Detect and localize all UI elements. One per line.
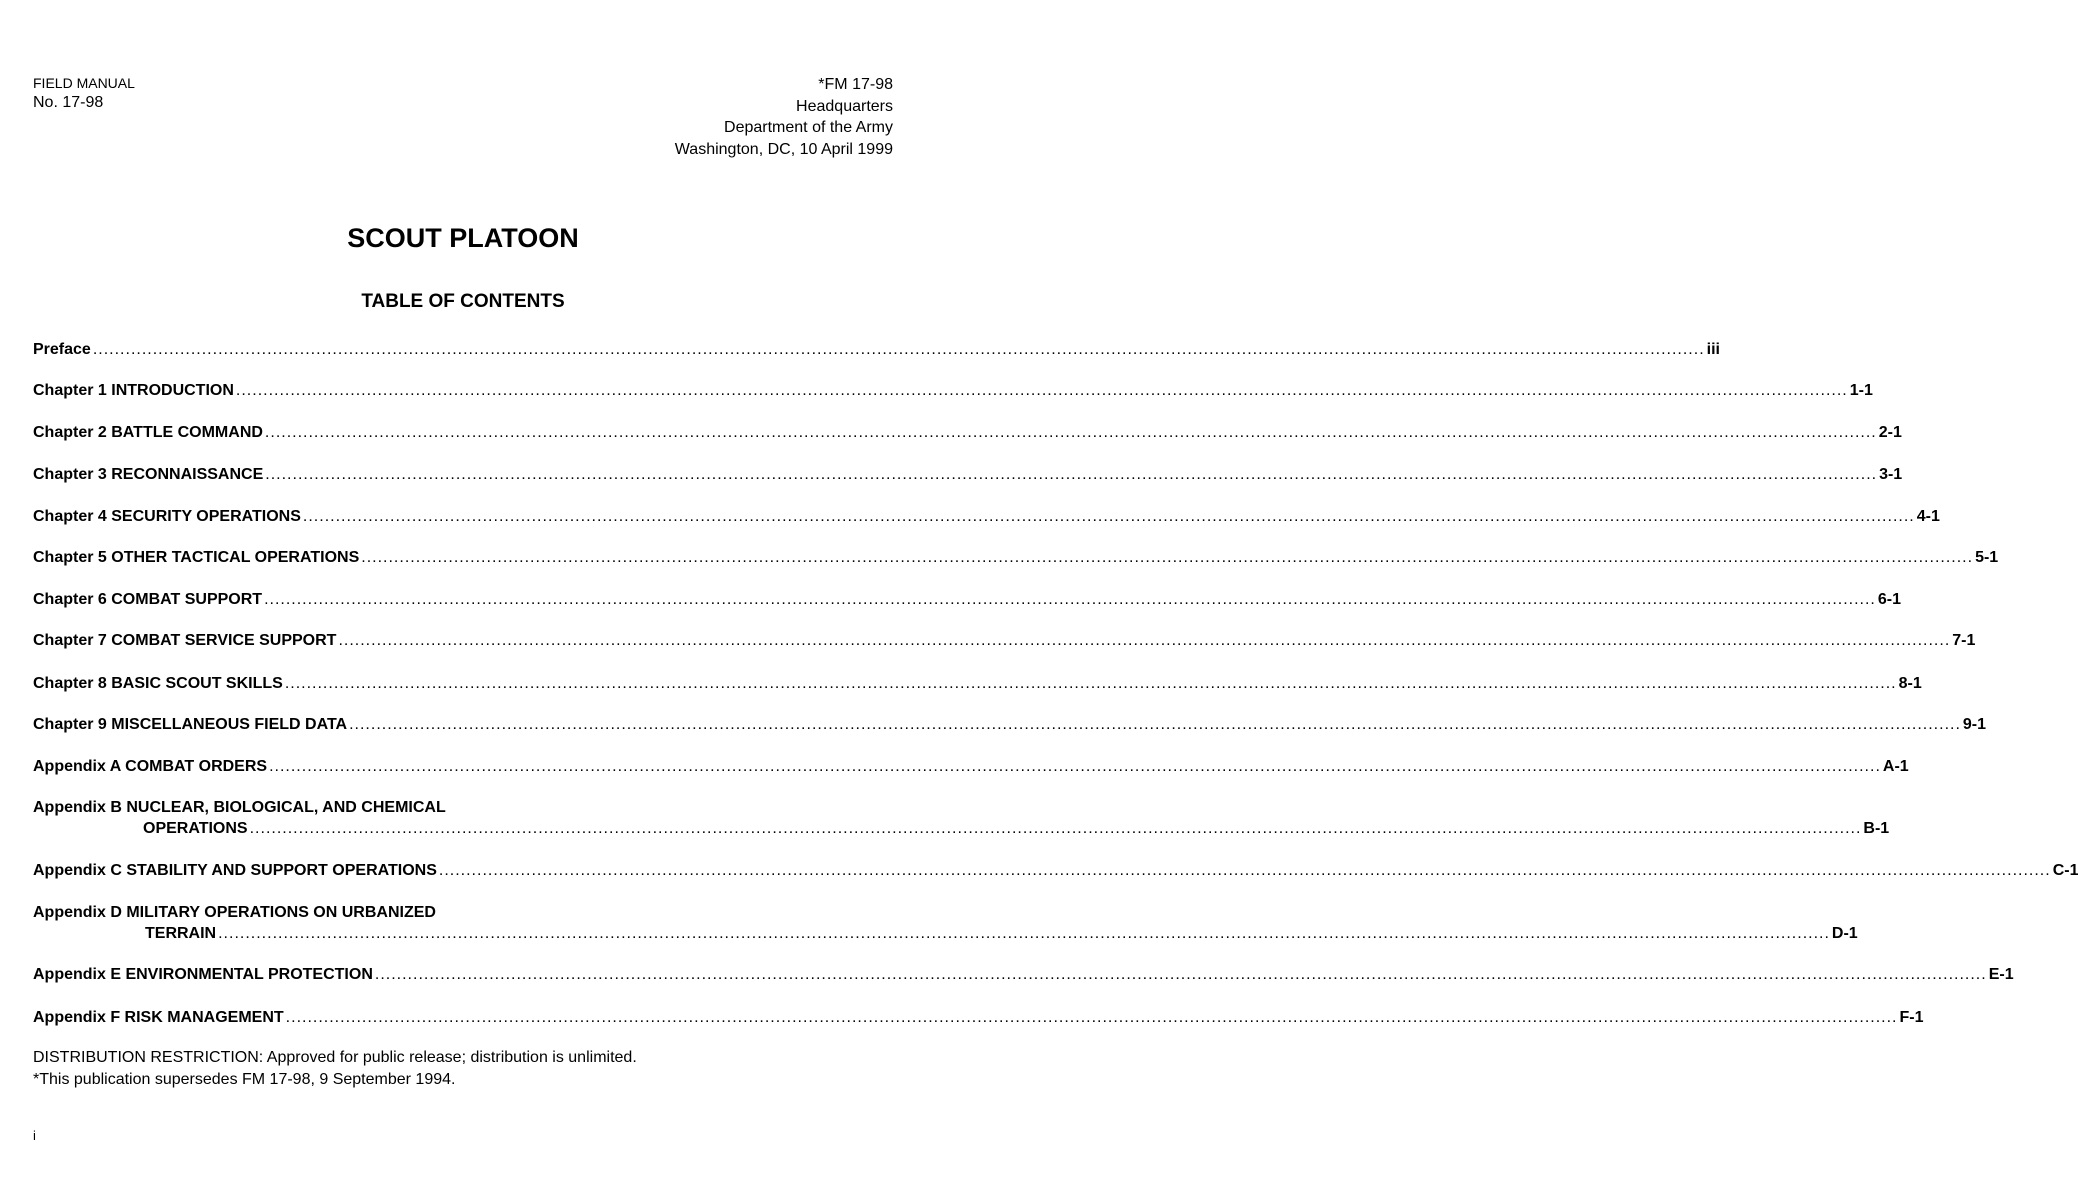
leader-dots xyxy=(361,547,1973,568)
toc-entry-chapter-3[interactable] xyxy=(33,464,1903,485)
toc-entry-label: Chapter 7 COMBAT SERVICE SUPPORT xyxy=(33,632,337,649)
header-left xyxy=(33,74,135,114)
leader-dots xyxy=(265,464,1877,485)
page-number: i xyxy=(33,1128,36,1143)
toc-entry-label-line2: OPERATIONS xyxy=(143,820,248,837)
toc-entry-chapter-2[interactable] xyxy=(33,422,1902,443)
leader-dots xyxy=(93,339,1705,360)
toc-entry-page: iii xyxy=(1706,341,1720,358)
leader-dots xyxy=(265,422,1877,443)
toc-entry-page: 2-1 xyxy=(1878,424,1902,441)
manual-number: No. 17-98 xyxy=(33,94,104,111)
toc-entry-page: 1-1 xyxy=(1849,382,1873,399)
toc-entry-label: Chapter 2 BATTLE COMMAND xyxy=(33,424,263,441)
toc-entry-chapter-8[interactable] xyxy=(33,673,1922,694)
leader-dots xyxy=(218,923,1830,944)
toc-entry-chapter-9[interactable] xyxy=(33,714,1987,735)
toc-entry-page: 3-1 xyxy=(1879,466,1903,483)
toc-entry-appendix-c[interactable] xyxy=(33,860,2078,881)
toc-entry-page: B-1 xyxy=(1863,820,1890,837)
leader-dots xyxy=(264,589,1876,610)
leader-dots xyxy=(250,818,1862,839)
toc-entry-label: Preface xyxy=(33,341,91,358)
toc-entry-page: E-1 xyxy=(1988,966,2014,983)
toc-entry-chapter-4[interactable] xyxy=(33,506,1940,527)
toc-entry-appendix-d[interactable] xyxy=(33,902,1858,944)
toc-entry-appendix-b[interactable] xyxy=(33,797,1890,839)
fm-designation: *FM 17-98 xyxy=(818,76,893,93)
toc-entry-label: Chapter 9 MISCELLANEOUS FIELD DATA xyxy=(33,716,348,733)
document-title: SCOUT PLATOON xyxy=(347,223,579,253)
toc-entry-label: Chapter 4 SECURITY OPERATIONS xyxy=(33,508,301,525)
header-right xyxy=(675,74,893,160)
toc-entry-preface[interactable] xyxy=(33,339,1720,360)
toc-entry-page: C-1 xyxy=(2052,862,2078,879)
supersedes-notice: *This publication supersedes FM 17-98, 9 September 1994. xyxy=(33,1071,456,1088)
toc-entry-page: F-1 xyxy=(1899,1009,1924,1026)
toc-entry-label: Chapter 5 OTHER TACTICAL OPERATIONS xyxy=(33,549,360,566)
toc-heading: TABLE OF CONTENTS xyxy=(361,291,565,312)
leader-dots xyxy=(439,860,2051,881)
toc-entry-label-line1: Appendix B NUCLEAR, BIOLOGICAL, AND CHEMICAL xyxy=(33,799,446,816)
leader-dots xyxy=(269,756,1881,777)
toc-entry-appendix-f[interactable] xyxy=(33,1007,1924,1028)
toc-entry-page: 9-1 xyxy=(1962,716,1987,733)
distribution-restriction: DISTRIBUTION RESTRICTION: Approved for public release; distribution is unlimited. xyxy=(33,1049,637,1066)
toc-entry-page: 6-1 xyxy=(1877,591,1901,608)
leader-dots xyxy=(286,1007,1898,1028)
toc-entry-label-line2: TERRAIN xyxy=(145,925,217,942)
toc-entry-chapter-5[interactable] xyxy=(33,547,1999,568)
toc-entry-chapter-7[interactable] xyxy=(33,630,1976,651)
leader-dots xyxy=(375,964,1987,985)
headquarters-label: Headquarters xyxy=(796,97,893,115)
leader-dots xyxy=(349,714,1961,735)
toc-entry-label: Appendix F RISK MANAGEMENT xyxy=(33,1009,284,1026)
toc-entry-chapter-6[interactable] xyxy=(33,589,1901,610)
location-date: Washington, DC, 10 April 1999 xyxy=(674,140,893,158)
toc-entry-page: A-1 xyxy=(1882,758,1909,775)
toc-entry-label: Chapter 3 RECONNAISSANCE xyxy=(33,466,264,483)
toc-entry-chapter-1[interactable] xyxy=(33,380,1873,401)
distribution-notice xyxy=(33,1047,637,1091)
toc-entry-page: 4-1 xyxy=(1916,508,1940,525)
toc-entry-label: Appendix E ENVIRONMENTAL PROTECTION xyxy=(33,966,373,983)
toc-entry-label-line1: Appendix D MILITARY OPERATIONS ON URBANIZED xyxy=(33,904,436,921)
toc-entry-label: Chapter 1 INTRODUCTION xyxy=(33,382,234,399)
leader-dots xyxy=(285,673,1897,694)
department-label: Department of the Army xyxy=(724,119,893,136)
toc-entry-appendix-e[interactable] xyxy=(33,964,2014,985)
leader-dots xyxy=(236,380,1848,401)
toc-entry-appendix-a[interactable] xyxy=(33,756,1909,777)
toc-entry-page: 5-1 xyxy=(1975,549,1999,566)
toc-entry-page: 7-1 xyxy=(1952,632,1976,649)
leader-dots xyxy=(338,630,1950,651)
leader-dots xyxy=(303,506,1915,527)
toc-entry-page: D-1 xyxy=(1831,925,1858,942)
toc-entry-page: 8-1 xyxy=(1898,675,1922,692)
toc-entry-label: Appendix A COMBAT ORDERS xyxy=(33,758,268,775)
toc-entry-label: Appendix C STABILITY AND SUPPORT OPERATIONS xyxy=(33,862,437,879)
field-manual-label: FIELD MANUAL xyxy=(33,75,135,91)
toc-entry-label: Chapter 6 COMBAT SUPPORT xyxy=(33,591,263,608)
toc-entry-label: Chapter 8 BASIC SCOUT SKILLS xyxy=(33,675,283,692)
